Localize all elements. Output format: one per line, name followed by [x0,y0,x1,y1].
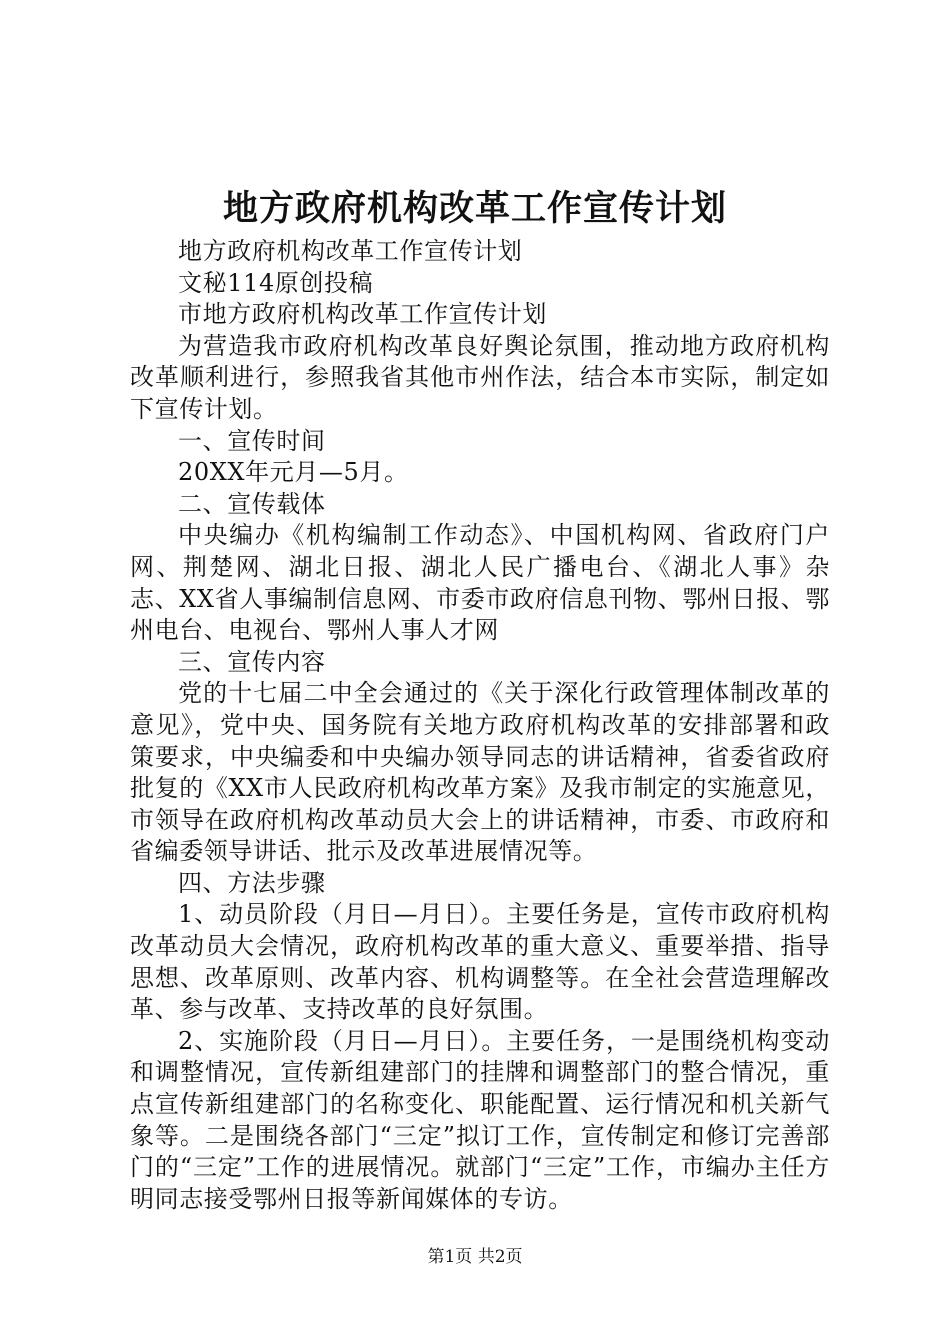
section-heading-content: 三、宣传内容 [178,647,326,676]
paragraph-subtitle: 市地方政府机构改革工作宣传计划 [178,300,547,329]
paragraph-heading-repeat: 地方政府机构改革工作宣传计划 [178,237,523,265]
section-heading-media: 二、宣传载体 [178,489,326,518]
paragraph-intro: 为营造我市政府机构改革良好舆论氛围，推动地方政府机构改革顺利进行，参照我省其他市州作法，结合本市实际，制定如下宣传计划。 [130,331,830,423]
section-heading-time: 一、宣传时间 [178,426,326,455]
paragraph-step-1: 1、动员阶段（月日—月日）。主要任务是，宣传市政府机构改革动员大会情况，政府机构改革的重大意义、重要举措、指导思想、改革原则、改革内容、机构调整等。在全社会营造理解改革、参与改革、支持改革的良好氛围。 [130,900,830,1024]
paragraph-content: 党的十七届二中全会通过的《关于深化行政管理体制改革的意见》，党中央、国务院有关地方政府机构改革的安排部署和政策要求，中央编委和中央编办领导同志的讲话精神，省委省政府批复的《XX市人民政府机构改革方案》及我市制定的实施意见，市领导在政府机构改革动员大会上的讲话精神，市委、市政府和省编委领导讲话、批示及改革进展情况等。 [130,679,830,866]
paragraph-source: 文秘114原创投稿 [178,268,374,297]
paragraph-media: 中央编办《机构编制工作动态》、中国机构网、省政府门户网、荆楚网、湖北日报、湖北人民广播电台、《湖北人事》杂志、XX省人事编制信息网、市委市政府信息刊物、鄂州日报、鄂州电台、电视台、鄂州人事人才网 [130,521,830,645]
page-number: 第1页 共2页 [427,1247,523,1267]
section-heading-steps: 四、方法步骤 [178,868,326,897]
document-title: 地方政府机构改革工作宣传计划 [222,188,727,229]
paragraph-step-2: 2、实施阶段（月日—月日）。主要任务，一是围绕机构变动和调整情况，宣传新组建部门的挂牌和调整部门的整合情况，重点宣传新组建部门的名称变化、职能配置、运行情况和机关新气象等。二是围绕各部门“三定”拟订工作，宣传制定和修订完善部门的“三定”工作的进展情况。就部门“三定”工作，市编办主任方明同志接受鄂州日报等新闻媒体的专访。 [130,1026,830,1213]
paragraph-time: 20XX年元月—5月。 [178,458,409,487]
document-body [130,236,830,1215]
